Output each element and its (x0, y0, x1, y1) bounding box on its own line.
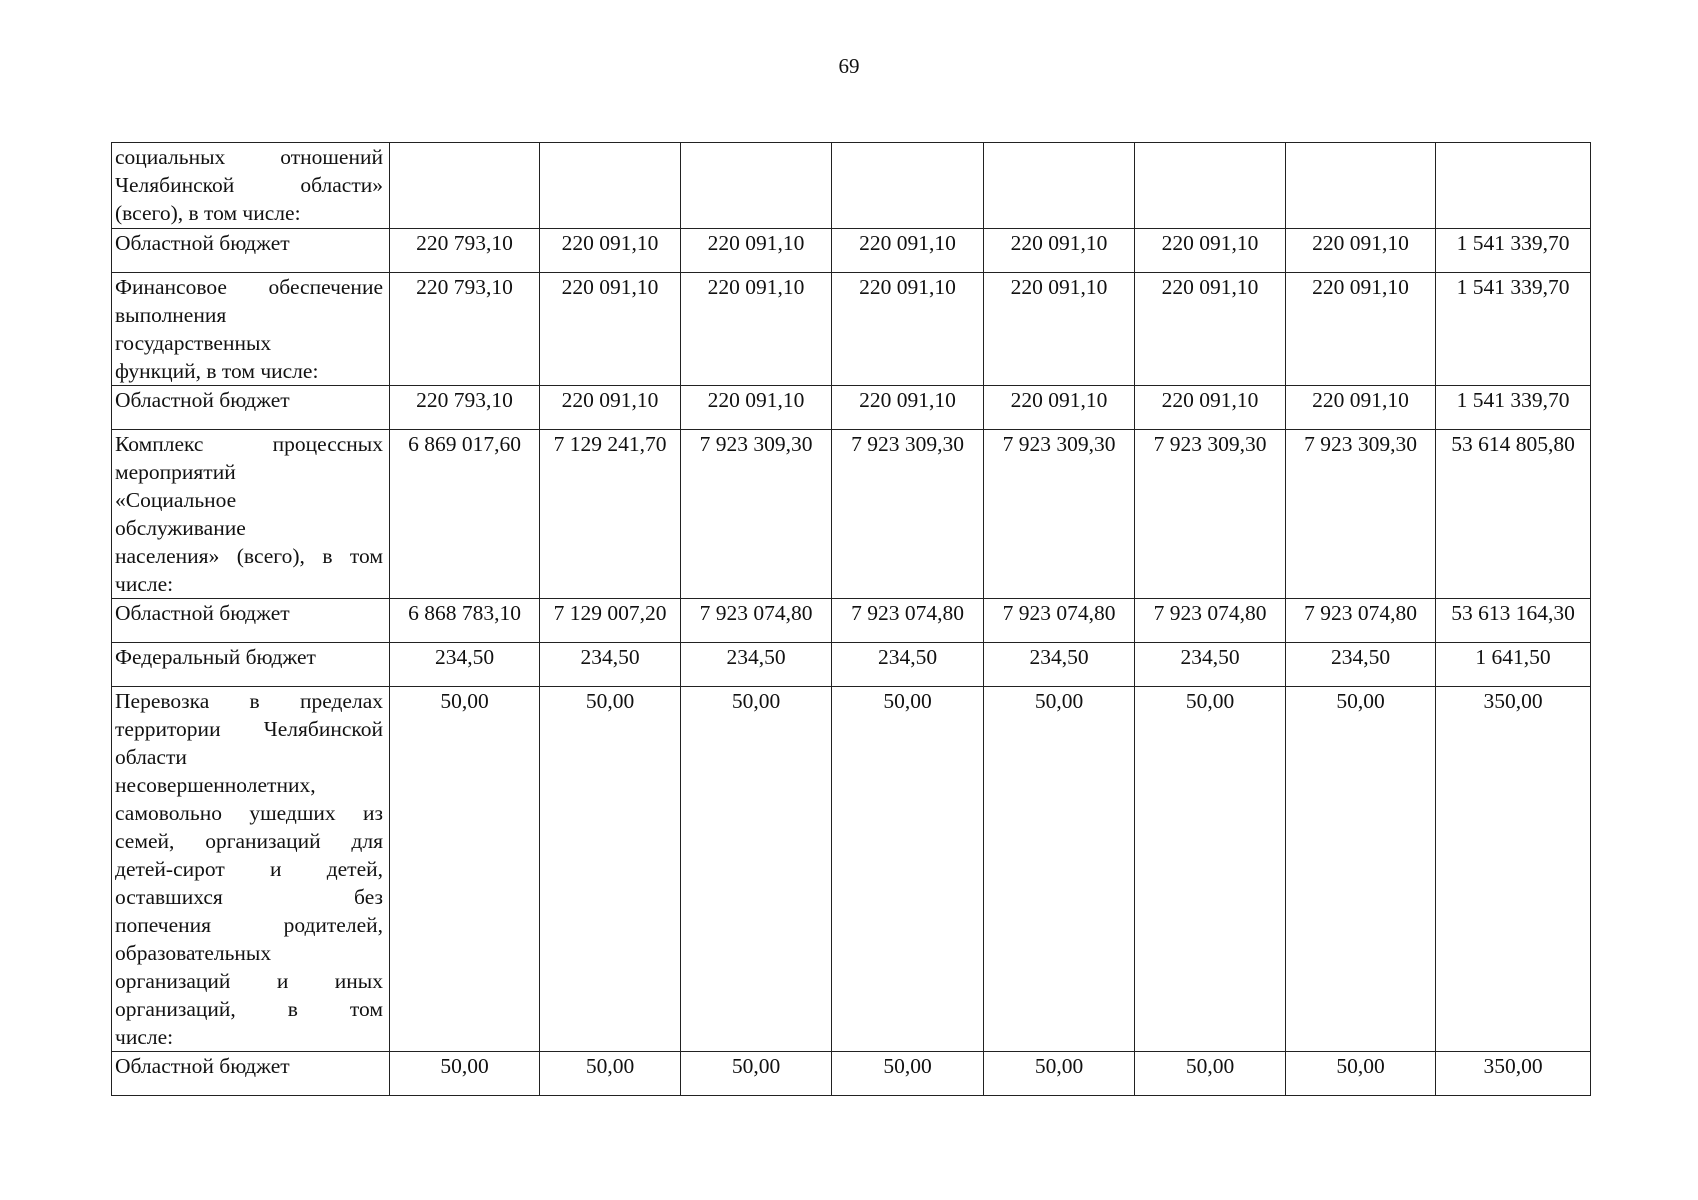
value-cell: 234,50 (390, 643, 540, 687)
value-cell: 220 091,10 (1286, 273, 1436, 386)
table-row (112, 430, 1591, 599)
value-cell-total: 1 541 339,70 (1436, 386, 1591, 430)
value-cell: 234,50 (832, 643, 984, 687)
page-number: 69 (838, 54, 860, 78)
value-cell (681, 143, 832, 229)
value-cell: 7 923 309,30 (1135, 430, 1286, 599)
value-cell: 220 091,10 (681, 229, 832, 273)
table-body (112, 143, 1591, 1096)
value-cell: 7 923 309,30 (1286, 430, 1436, 599)
value-cell: 220 091,10 (540, 229, 681, 273)
row-label-line: семей, организаций для (115, 829, 383, 853)
row-label (112, 386, 390, 430)
table-row (112, 386, 1591, 430)
value-cell: 7 923 074,80 (832, 599, 984, 643)
row-label-line: социальных отношений (115, 145, 383, 169)
value-cell-total: 53 613 164,30 (1436, 599, 1591, 643)
value-cell: 7 923 074,80 (681, 599, 832, 643)
value-cell-total: 1 541 339,70 (1436, 273, 1591, 386)
row-label (112, 273, 390, 386)
value-cell: 50,00 (540, 1052, 681, 1096)
value-cell: 220 091,10 (832, 386, 984, 430)
row-label-line: организаций и иных (115, 969, 383, 993)
value-cell-total (1436, 143, 1591, 229)
value-cell: 50,00 (984, 1052, 1135, 1096)
value-cell: 50,00 (540, 687, 681, 1052)
value-cell: 220 091,10 (832, 229, 984, 273)
value-cell: 6 868 783,10 (390, 599, 540, 643)
value-cell: 234,50 (984, 643, 1135, 687)
row-label-line: территории Челябинской (115, 717, 383, 741)
table-row (112, 599, 1591, 643)
row-label-line: организаций, в том (115, 997, 383, 1021)
row-label-line: числе: (115, 1025, 174, 1049)
value-cell: 50,00 (681, 1052, 832, 1096)
value-cell: 50,00 (1286, 1052, 1436, 1096)
value-cell: 7 923 309,30 (832, 430, 984, 599)
table-row (112, 643, 1591, 687)
row-label-line: образовательных (115, 941, 272, 965)
table-row (112, 143, 1591, 229)
value-cell: 7 129 007,20 (540, 599, 681, 643)
row-label-line: «Социальное (115, 488, 237, 512)
value-cell: 220 091,10 (1135, 229, 1286, 273)
value-cell: 220 793,10 (390, 386, 540, 430)
value-cell (832, 143, 984, 229)
row-label-line: самовольно ушедших из (115, 801, 383, 825)
row-label-line: Перевозка в пределах (115, 689, 383, 713)
value-cell-total: 1 641,50 (1436, 643, 1591, 687)
budget-table (111, 142, 1591, 1096)
value-cell: 220 091,10 (1135, 273, 1286, 386)
value-cell: 50,00 (1135, 687, 1286, 1052)
value-cell: 220 091,10 (681, 273, 832, 386)
row-label-line: функций, в том числе: (115, 359, 319, 383)
row-label-line: обслуживание (115, 516, 246, 540)
value-cell (1286, 143, 1436, 229)
value-cell: 234,50 (1286, 643, 1436, 687)
value-cell: 220 091,10 (984, 229, 1135, 273)
value-cell: 50,00 (1286, 687, 1436, 1052)
value-cell: 220 091,10 (540, 386, 681, 430)
value-cell: 7 923 309,30 (681, 430, 832, 599)
row-label (112, 430, 390, 599)
value-cell: 220 091,10 (984, 273, 1135, 386)
value-cell: 50,00 (390, 1052, 540, 1096)
value-cell (390, 143, 540, 229)
value-cell: 50,00 (832, 1052, 984, 1096)
value-cell (984, 143, 1135, 229)
value-cell: 50,00 (984, 687, 1135, 1052)
value-cell: 7 923 074,80 (1135, 599, 1286, 643)
value-cell: 220 091,10 (832, 273, 984, 386)
value-cell: 50,00 (1135, 1052, 1286, 1096)
row-label-line: оставшихся без (115, 885, 383, 909)
value-cell: 7 923 074,80 (984, 599, 1135, 643)
table-row (112, 687, 1591, 1052)
row-label (112, 1052, 390, 1096)
row-label-line: Областной бюджет (115, 231, 290, 255)
row-label-line: Областной бюджет (115, 388, 290, 412)
value-cell: 50,00 (390, 687, 540, 1052)
value-cell: 220 793,10 (390, 273, 540, 386)
value-cell: 7 129 241,70 (540, 430, 681, 599)
row-label-line: числе: (115, 572, 174, 596)
row-label-line: области (115, 745, 187, 769)
value-cell: 234,50 (681, 643, 832, 687)
value-cell-total: 350,00 (1436, 687, 1591, 1052)
value-cell: 220 091,10 (1286, 229, 1436, 273)
value-cell: 234,50 (1135, 643, 1286, 687)
row-label-line: государственных (115, 331, 272, 355)
row-label-line: населения» (всего), в том (115, 544, 383, 568)
value-cell: 220 091,10 (681, 386, 832, 430)
row-label-line: Областной бюджет (115, 1054, 290, 1078)
value-cell: 6 869 017,60 (390, 430, 540, 599)
row-label-line: Челябинской области» (115, 173, 383, 197)
row-label-line: мероприятий (115, 460, 236, 484)
row-label-line: выполнения (115, 303, 227, 327)
row-label (112, 643, 390, 687)
row-label-line: Областной бюджет (115, 601, 290, 625)
value-cell: 50,00 (681, 687, 832, 1052)
value-cell: 50,00 (832, 687, 984, 1052)
value-cell (540, 143, 681, 229)
value-cell: 220 091,10 (1286, 386, 1436, 430)
row-label (112, 229, 390, 273)
value-cell: 220 793,10 (390, 229, 540, 273)
value-cell: 234,50 (540, 643, 681, 687)
row-label-line: Финансовое обеспечение (115, 275, 383, 299)
value-cell: 7 923 074,80 (1286, 599, 1436, 643)
table-row (112, 1052, 1591, 1096)
table-row (112, 229, 1591, 273)
row-label (112, 599, 390, 643)
table-row (112, 273, 1591, 386)
row-label-line: (всего), в том числе: (115, 201, 301, 225)
row-label (112, 143, 390, 229)
row-label (112, 687, 390, 1052)
value-cell (1135, 143, 1286, 229)
row-label-line: Комплекс процессных (115, 432, 383, 456)
row-label-line: попечения родителей, (115, 913, 383, 937)
value-cell: 7 923 309,30 (984, 430, 1135, 599)
value-cell-total: 53 614 805,80 (1436, 430, 1591, 599)
row-label-line: детей-сирот и детей, (115, 857, 383, 881)
row-label-line: Федеральный бюджет (115, 645, 316, 669)
value-cell-total: 1 541 339,70 (1436, 229, 1591, 273)
value-cell-total: 350,00 (1436, 1052, 1591, 1096)
value-cell: 220 091,10 (1135, 386, 1286, 430)
value-cell: 220 091,10 (540, 273, 681, 386)
row-label-line: несовершеннолетних, (115, 773, 316, 797)
value-cell: 220 091,10 (984, 386, 1135, 430)
